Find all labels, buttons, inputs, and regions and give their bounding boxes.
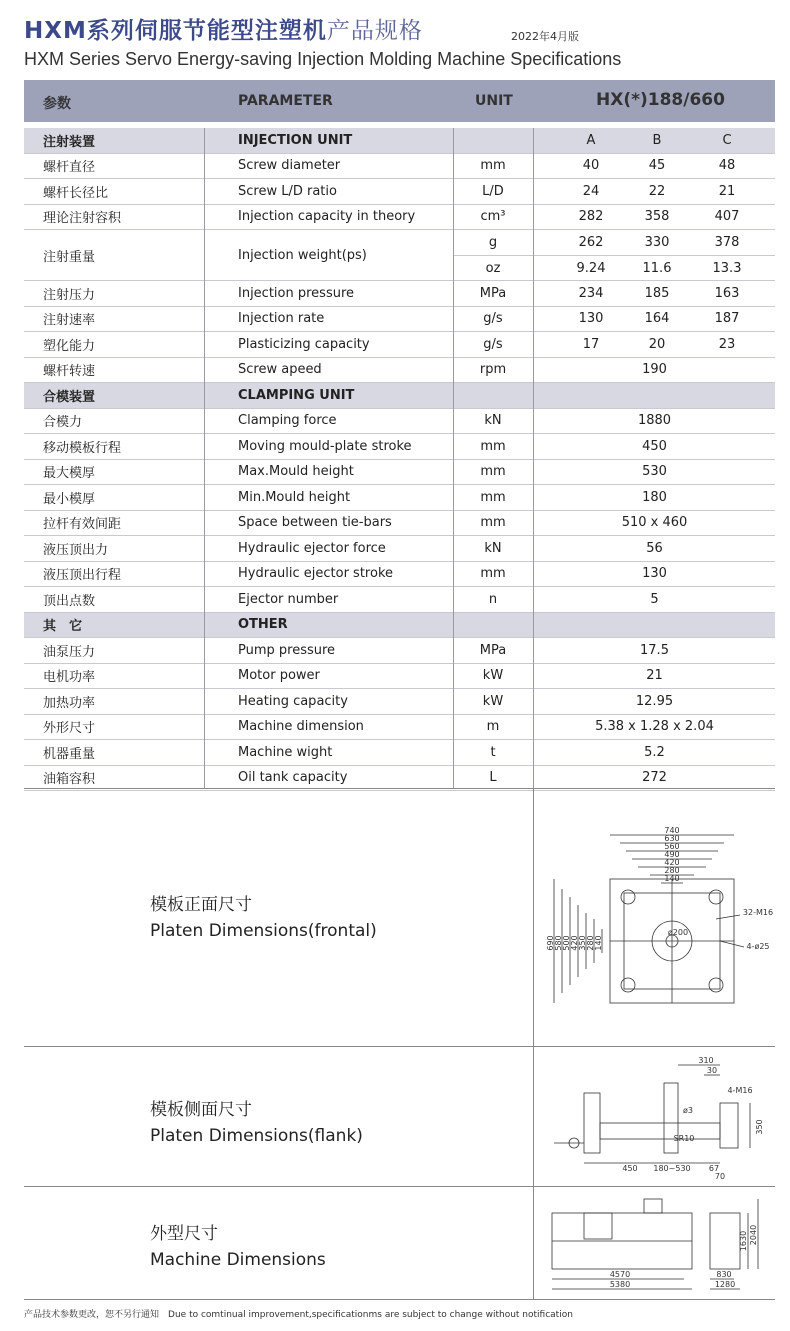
cell-en: Space between tie-bars [238, 515, 392, 531]
dim-h0: 690 [546, 935, 555, 951]
cell-c: 378 [714, 234, 740, 250]
cell-en: Hydraulic ejector stroke [238, 566, 394, 582]
dim-w1: 830 [716, 1270, 732, 1279]
cell-cn: 加热功率 [43, 695, 96, 711]
cell-value: 450 [642, 438, 667, 454]
cell-cn: 油箱容积 [43, 772, 96, 788]
cell-c: 21 [718, 183, 736, 199]
table-row-injection-weight [24, 230, 775, 281]
cell-en: Injection rate [238, 311, 325, 327]
table-row-screw-speed [24, 358, 775, 384]
table-row [24, 536, 775, 562]
cell-unit: mm [480, 438, 506, 454]
table-row [24, 689, 775, 715]
table-row [24, 179, 775, 205]
table-row [24, 740, 775, 766]
dim-w2: 1280 [714, 1280, 736, 1289]
header-model: HX(*)188/660 [596, 90, 725, 110]
page-title-en: HXM Series Servo Energy-saving Injection Molding Machine Specifications [24, 49, 622, 69]
cell-b: 185 [644, 285, 670, 301]
section-cn: 合模装置 [43, 389, 96, 405]
cell-unit: g/s [483, 336, 503, 352]
table-row [24, 154, 775, 180]
cell-unit: L/D [482, 183, 504, 199]
section-en: CLAMPING UNIT [238, 387, 355, 403]
cell-cn: 注射重量 [43, 249, 96, 265]
machine-drawing [544, 1191, 775, 1297]
cell-unit: MPa [479, 285, 507, 301]
dim-height: 350 [755, 1119, 764, 1135]
cell-cn: 最大模厚 [43, 466, 96, 482]
cell-en: Min.Mould height [238, 489, 351, 505]
title-bold: HXM系列伺服节能型注塑机 [24, 18, 327, 44]
cell-en: Screw L/D ratio [238, 183, 337, 199]
table-row [24, 281, 775, 307]
dim-h3: 420 [570, 935, 579, 951]
footer-en: Due to comtinual improvement,specificationms are subject to change without notification [168, 1310, 573, 1320]
cell-unit: L [489, 770, 497, 786]
cell-value: 5.2 [644, 744, 665, 760]
cell-a: 9.24 [576, 260, 606, 276]
cell-en: Machine wight [238, 744, 333, 760]
cell-en: Injection pressure [238, 285, 355, 301]
dim-top2: 30 [706, 1066, 718, 1075]
dim-h6: 140 [594, 935, 603, 951]
cell-unit: g/s [483, 311, 503, 327]
cell-cn: 螺杆转速 [43, 364, 96, 380]
cell-cn: 液压顶出力 [43, 542, 109, 558]
dim-thread: 32-M16 [742, 908, 774, 917]
cell-en: Moving mould-plate stroke [238, 438, 412, 454]
cell-unit: kW [482, 693, 504, 709]
dim-length1: 4570 [609, 1270, 631, 1279]
section-other [24, 613, 775, 639]
cell-en: Pump pressure [238, 642, 336, 658]
cell-unit: mm [480, 158, 506, 174]
cell-cn: 外形尺寸 [43, 721, 96, 737]
footer-cn: 产品技术参数更改，恕不另行通知 [24, 1310, 160, 1320]
dim-label-cn: 外型尺寸 [150, 1224, 218, 1244]
cell-b: 164 [644, 311, 670, 327]
cell-unit: t [490, 744, 496, 760]
section-en: OTHER [238, 617, 288, 633]
cell-a: 130 [578, 311, 604, 327]
dim-label-cn: 模板正面尺寸 [150, 895, 252, 915]
cell-value: 17.5 [640, 642, 669, 658]
dim-machine [24, 1186, 775, 1300]
cell-b: 330 [644, 234, 670, 250]
cell-en: Screw apeed [238, 362, 322, 378]
dim-w4: 420 [664, 858, 680, 867]
cell-unit: n [488, 591, 498, 607]
cell-unit: mm [480, 464, 506, 480]
dim-label-cn: 模板侧面尺寸 [150, 1100, 252, 1120]
section-clamping [24, 383, 775, 409]
cell-c: 48 [718, 158, 736, 174]
section-cn: 其 它 [43, 619, 83, 635]
table-row [24, 587, 775, 613]
cell-unit: kW [482, 668, 504, 684]
cell-value: 5 [650, 591, 659, 607]
cell-cn: 合模力 [43, 415, 83, 431]
cell-en: Clamping force [238, 413, 337, 429]
cell-en: Heating capacity [238, 693, 348, 709]
dim-stroke: 450 [622, 1164, 638, 1173]
cell-cn: 理论注射容积 [43, 211, 122, 227]
table-row [24, 485, 775, 511]
dim-length2: 5380 [609, 1280, 631, 1289]
cell-unit: kN [484, 540, 502, 556]
cell-en: Injection capacity in theory [238, 209, 416, 225]
table-row [24, 511, 775, 537]
cell-value: 272 [642, 770, 667, 786]
header-param-cn: 参数 [43, 96, 71, 112]
cell-en: Oil tank capacity [238, 770, 348, 786]
table-row [24, 205, 775, 231]
dim-h1: 1630 [739, 1230, 748, 1252]
dim-l1: 67 [708, 1164, 720, 1173]
dim-w2: 560 [664, 842, 680, 851]
cell-b: 20 [648, 336, 666, 352]
dim-hole: 4-ø25 [746, 942, 770, 951]
dim-w3: 490 [664, 850, 680, 859]
cell-en: Motor power [238, 668, 320, 684]
table-row [24, 332, 775, 358]
table-row [24, 715, 775, 741]
dim-h2: 2040 [749, 1224, 758, 1246]
footer-note [24, 1307, 573, 1320]
cell-unit: kN [484, 413, 502, 429]
cell-unit: rpm [479, 362, 507, 378]
dim-h1: 580 [554, 935, 563, 951]
dim-w1: 630 [664, 834, 680, 843]
cell-unit: MPa [479, 642, 507, 658]
cell-cn: 拉杆有效间距 [43, 517, 122, 533]
dim-flank [24, 1046, 775, 1186]
dim-l2: 70 [714, 1172, 726, 1181]
dim-mould: 180~530 [653, 1164, 691, 1173]
dim-radius: SR10 [673, 1134, 695, 1143]
table-row [24, 460, 775, 486]
cell-en: Plasticizing capacity [238, 336, 370, 352]
cell-cn: 机器重量 [43, 746, 96, 762]
cell-b: 22 [648, 183, 666, 199]
cell-b: 45 [648, 158, 666, 174]
dim-w6: 140 [664, 874, 680, 883]
header-unit: UNIT [475, 93, 513, 109]
dim-thread: 4-M16 [727, 1086, 753, 1095]
cell-cn: 塑化能力 [43, 338, 96, 354]
header-param-en: PARAMETER [238, 93, 333, 109]
cell-a: 24 [582, 183, 600, 199]
cell-en: Injection weight(ps) [238, 247, 367, 263]
cell-cn: 螺杆直径 [43, 160, 96, 176]
cell-unit: g [488, 234, 498, 250]
flank-drawing [544, 1053, 775, 1183]
section-injection [24, 128, 775, 154]
spec-table [24, 128, 775, 791]
cell-value: 5.38 x 1.28 x 2.04 [595, 719, 714, 735]
cell-cn: 移动模板行程 [43, 440, 122, 456]
cell-c: 23 [718, 336, 736, 352]
cell-cn: 油泵压力 [43, 644, 96, 660]
cell-value: 12.95 [635, 693, 674, 709]
cell-b: 11.6 [642, 260, 672, 276]
table-row [24, 307, 775, 333]
dim-w0: 740 [664, 826, 680, 835]
cell-en: Screw diameter [238, 158, 341, 174]
cell-c: 13.3 [712, 260, 742, 276]
cell-a: 17 [582, 336, 600, 352]
cell-c: 163 [714, 285, 740, 301]
col-c: C [722, 132, 732, 148]
dim-frontal [24, 788, 775, 1046]
cell-en: Hydraulic ejector force [238, 540, 386, 556]
cell-unit: oz [485, 260, 501, 276]
cell-c: 407 [714, 209, 740, 225]
dim-label-en: Platen Dimensions(frontal) [150, 921, 377, 941]
dim-w5: 280 [664, 866, 680, 875]
cell-cn: 电机功率 [43, 670, 96, 686]
cell-a: 234 [578, 285, 604, 301]
cell-a: 282 [578, 209, 604, 225]
cell-value: 190 [642, 362, 667, 378]
cell-cn: 顶出点数 [43, 593, 96, 609]
table-row [24, 434, 775, 460]
dim-h4: 350 [578, 935, 587, 951]
page-title-cn [24, 12, 423, 45]
cell-unit: mm [480, 566, 506, 582]
edition-date: 2022年4月版 [511, 30, 579, 43]
dimension-section [24, 788, 775, 1300]
dim-label-en: Platen Dimensions(flank) [150, 1126, 363, 1146]
cell-c: 187 [714, 311, 740, 327]
cell-value: 180 [642, 489, 667, 505]
cell-cn: 液压顶出行程 [43, 568, 122, 584]
cell-unit: mm [480, 515, 506, 531]
cell-a: 40 [582, 158, 600, 174]
cell-cn: 注射速率 [43, 313, 96, 329]
cell-value: 1880 [637, 413, 672, 429]
table-row [24, 409, 775, 435]
table-header [24, 80, 775, 122]
cell-en: Machine dimension [238, 719, 364, 735]
cell-a: 262 [578, 234, 604, 250]
cell-value: 21 [646, 668, 663, 684]
cell-cn: 最小模厚 [43, 491, 96, 507]
dim-dia: ø3 [683, 1106, 693, 1115]
cell-en: Max.Mould height [238, 464, 354, 480]
dim-center: ø200 [667, 928, 689, 937]
dim-h5: 280 [586, 935, 595, 951]
dim-h2: 500 [562, 935, 571, 951]
dim-label-en: Machine Dimensions [150, 1250, 326, 1270]
dim-top1: 310 [698, 1056, 714, 1065]
section-en: INJECTION UNIT [238, 132, 353, 148]
cell-unit: cm³ [480, 209, 506, 225]
table-row [24, 562, 775, 588]
cell-value: 510 x 460 [621, 515, 688, 531]
section-cn: 注射装置 [43, 134, 96, 150]
cell-value: 530 [642, 464, 667, 480]
cell-value: 56 [646, 540, 663, 556]
cell-unit: m [486, 719, 500, 735]
cell-unit: mm [480, 489, 506, 505]
frontal-drawing [544, 819, 775, 1019]
title-light: 产品规格 [326, 18, 423, 44]
table-row [24, 664, 775, 690]
col-a: A [586, 132, 596, 148]
cell-en: Ejector number [238, 591, 339, 607]
cell-cn: 注射压力 [43, 287, 96, 303]
col-b: B [652, 132, 662, 148]
cell-cn: 螺杆长径比 [43, 185, 109, 201]
cell-b: 358 [644, 209, 670, 225]
cell-value: 130 [642, 566, 667, 582]
table-row [24, 638, 775, 664]
